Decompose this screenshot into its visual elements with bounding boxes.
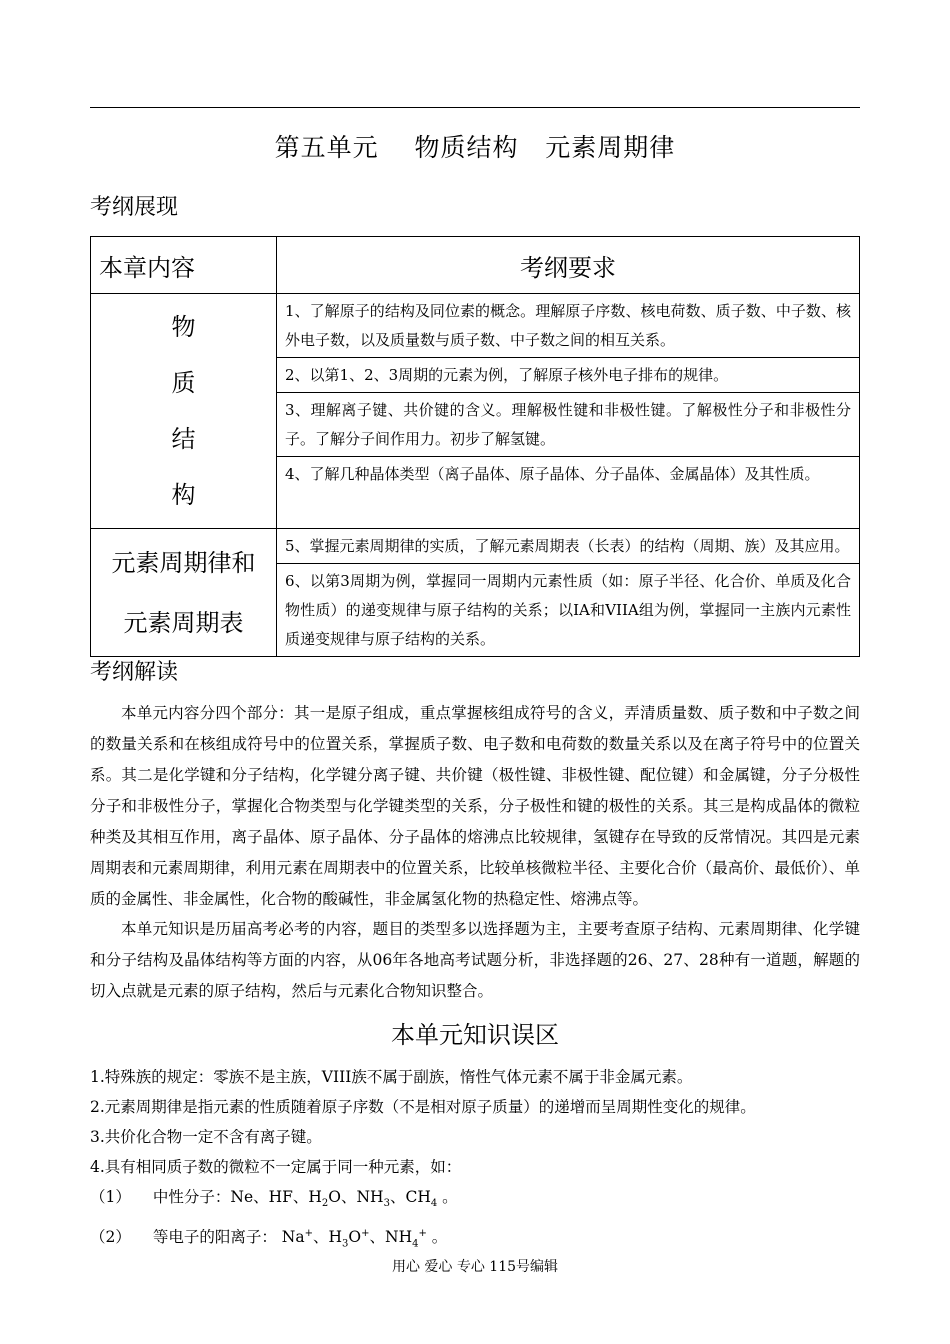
table-header-row (91, 237, 860, 294)
example-label: （1） (90, 1188, 131, 1206)
subscript: 3 (342, 1238, 349, 1250)
group2-line: 元素周期律和 (111, 548, 256, 577)
example-text: 、CH (389, 1188, 431, 1206)
misconception-list (90, 1062, 860, 1259)
example-text: O、NH (328, 1188, 384, 1206)
group1-char: 构 (171, 481, 196, 509)
paragraph-1: 本单元内容分四个部分：其一是原子组成，重点掌握核组成符号的含义，弄清质量数、质子数和中子数之间的数量关系和在核组成符号中的位置关系，掌握质子数、电子数和电荷数的数量关系以及在离子符号中的位置关系。其二是化学键和分子结构，化学键分离子键、共价键（极性键、非极性键、配位键）和金属键，分子分极性分子和非极性分子，掌握化合物类型与化学键类型的关系，分子极性和键的极性的关系。其三是构成晶体的微粒种类及其相互作用，离子晶体、原子晶体、分子晶体的熔沸点比较规律，氢键存在导致的反常情况。其四是元素周期表和元素周期律，利用元素在周期表中的位置关系，比较单核微粒半径、主要化合价（最高价、最低价）、单质的金属性、非金属性，化合物的酸碱性，非金属氢化物的热稳定性、熔沸点等。 (90, 704, 860, 908)
example-text: O (348, 1228, 362, 1247)
example-text: 。 (426, 1228, 448, 1247)
table-row (91, 529, 860, 564)
section-heading-interpretation: 考纲解读 (90, 660, 179, 685)
group1-char: 结 (171, 425, 196, 453)
group-material-structure (91, 294, 277, 529)
example-text: 、NH (369, 1228, 413, 1247)
subscript: 4 (430, 1198, 438, 1210)
group1-char: 物 (171, 313, 196, 341)
requirement-6: 6、以第3周期为例，掌握同一周期内元素性质（如：原子半径、化合价、单质及化合物性质）的递变规律与原子结构的关系；以IA和VIIA组为例，掌握同一主族内元素性质递变规律与原子结构的关系。 (277, 564, 860, 657)
superscript: + (418, 1228, 427, 1240)
subscript: 2 (321, 1198, 329, 1210)
paragraph-2: 本单元知识是历届高考必考的内容，题目的类型多以选择题为主，主要考查原子结构、元素周期律、化学键和分子结构及晶体结构等方面的内容，从06年各地高考试题分析，非选择题的26、27、28种有一道题，解题的切入点就是元素的原子结构，然后与元素化合物知识整合。 (90, 920, 860, 1000)
list-item: 4.具有相同质子数的微粒不一定属于同一种元素，如： (90, 1158, 462, 1176)
example-text: 中性分子：Ne、HF、H (152, 1188, 322, 1206)
example-text: 、H (313, 1228, 343, 1247)
group2-line: 元素周期表 (123, 608, 244, 637)
example-cations (90, 1219, 860, 1259)
group1-char: 质 (171, 369, 196, 397)
section-heading-syllabus: 考纲展现 (90, 195, 179, 220)
header-requirements: 考纲要求 (277, 237, 860, 294)
header-chapter-content: 本章内容 (91, 237, 277, 294)
page-title: 第五单元 物质结构 元素周期律 (274, 133, 676, 162)
requirement-5: 5、掌握元素周期律的实质，了解元素周期表（长表）的结构（周期、族）及其应用。 (277, 529, 860, 564)
superscript: + (304, 1228, 313, 1240)
subscript: 4 (412, 1238, 419, 1250)
example-neutral-molecules (90, 1182, 860, 1219)
requirement-3: 3、理解离子键、共价键的含义。理解极性键和非极性键。了解极性分子和非极性分子。了解分子间作用力。初步了解氢键。 (277, 393, 860, 457)
example-text: 等电子的阳离子： Na (152, 1228, 305, 1247)
table-row (91, 294, 860, 358)
knowledge-misconceptions-title: 本单元知识误区 (391, 1021, 559, 1049)
requirement-2: 2、以第1、2、3周期的元素为例，了解原子核外电子排布的规律。 (277, 358, 860, 393)
list-item: 1.特殊族的规定：零族不是主族，VIII族不属于副族，惰性气体元素不属于非金属元素。 (90, 1068, 693, 1086)
syllabus-table (90, 236, 860, 657)
requirement-4: 4、了解几种晶体类型（离子晶体、原子晶体、分子晶体、金属晶体）及其性质。 (277, 457, 860, 529)
example-text: 。 (437, 1188, 458, 1206)
list-item: 3.共价化合物一定不含有离子键。 (90, 1128, 322, 1146)
group-periodic-law (91, 529, 277, 657)
subscript: 3 (383, 1198, 390, 1210)
superscript: + (361, 1228, 370, 1240)
page-footer: 用心 爱心 专心 115号编辑 (391, 1259, 559, 1275)
list-item: 2.元素周期律是指元素的性质随着原子序数（不是相对原子质量）的递增而呈周期性变化的规律。 (90, 1098, 756, 1116)
requirement-1: 1、了解原子的结构及同位素的概念。理解原子序数、核电荷数、质子数、中子数、核外电子数，以及质量数与质子数、中子数之间的相互关系。 (277, 294, 860, 358)
top-rule (90, 107, 860, 108)
example-label: （2） (90, 1228, 131, 1247)
